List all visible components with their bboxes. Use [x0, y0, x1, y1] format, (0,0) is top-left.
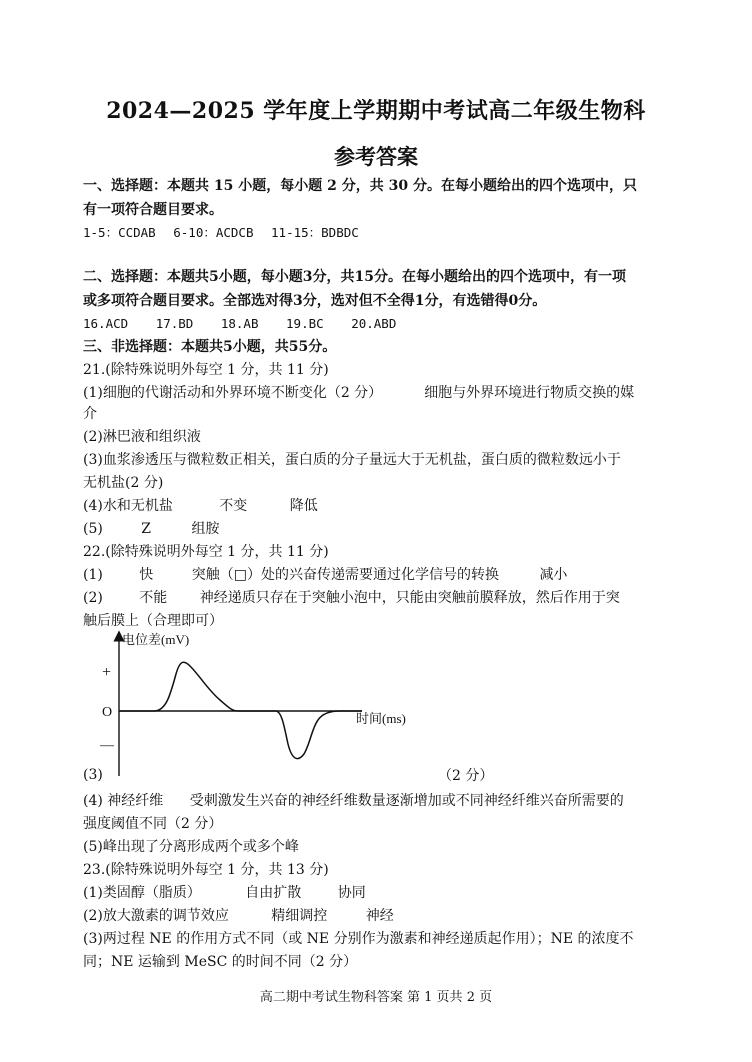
q21-5c: 组胺: [191, 521, 220, 537]
q22-1c: 突触（□）处的兴奋传递需要通过化学信号的转换: [191, 567, 499, 583]
q21-1a: (1)细胞的代谢活动和外界环境不断变化（2 分）: [83, 385, 383, 401]
section1-heading-line1: 一、选择题：本题共 15 小题，每小题 2 分，共 30 分。在每小题给出的四个选项中，只: [83, 178, 637, 194]
origin-label: O: [102, 705, 113, 720]
q22-1b: 快: [139, 567, 154, 583]
section2-answers: [83, 315, 396, 333]
section1-answers: [83, 224, 359, 242]
q21-answer-3-line1: (3)血浆渗透压与微粒数正相关，蛋白质的分子量远大于无机盐，蛋白质的微粒数远小于: [83, 452, 621, 468]
q22-2c: 神经递质只存在于突触小泡中，只能由突触前膜释放，然后作用于突: [199, 590, 620, 606]
answer-18: 18.AB: [220, 316, 259, 331]
q22-answer-3-score: （2 分）: [438, 768, 494, 784]
section2-heading-line2: 或多项符合题目要求。全部选对得3分，选对但不全得1分，有选错得0分。: [83, 293, 547, 309]
q22-header: 22.(除特殊说明外每空 1 分，共 11 分): [83, 544, 329, 560]
answer-16: 16.ACD: [83, 316, 129, 331]
page-subtitle: 参考答案: [334, 144, 418, 169]
q23-answer-1: [83, 884, 366, 902]
q22-answer-5: (5)峰出现了分离形成两个或多个峰: [83, 839, 299, 855]
y-axis-label: 电位差(mV): [122, 632, 190, 647]
q22-1a: (1): [83, 567, 103, 583]
q21-answer-5: [83, 520, 219, 538]
q22-answer-3: (3): [83, 767, 103, 783]
q23-1a: (1)类固醇（脂质）: [83, 885, 201, 901]
q21-answer-2: (2)淋巴液和组织液: [83, 429, 201, 445]
q21-4a: (4)水和无机盐: [83, 498, 173, 514]
section1-heading-line2: 有一项符合题目要求。: [83, 202, 223, 218]
q21-answer-3-line2: 无机盐(2 分): [83, 475, 164, 491]
q21-5b: Z: [141, 521, 152, 537]
q23-2c: 神经: [365, 908, 394, 924]
q21-header: 21.(除特殊说明外每空 1 分，共 11 分): [83, 362, 329, 378]
answer-group-11-15: 11-15：BDBDC: [271, 225, 359, 240]
q23-answer-2: [83, 907, 394, 925]
q21-answer-1-cont: 介: [83, 406, 97, 422]
q22-answer-4-line2: 强度阈值不同（2 分）: [83, 816, 223, 832]
page-footer: 高二期中考试生物科答案 第 1 页共 2 页: [259, 990, 493, 1005]
q22-answer-1: [83, 566, 567, 584]
q22-4b: 受刺激发生兴奋的神经纤维数量逐渐增加或不同神经纤维兴奋所需要的: [189, 793, 624, 809]
q22-answer-2-line2: 触后膜上（合理即可）: [83, 613, 223, 629]
q22-2a: (2): [83, 590, 103, 606]
plus-sign: +: [102, 664, 112, 681]
q21-answer-1: [83, 384, 634, 402]
q21-answer-4: [83, 497, 318, 515]
q23-header: 23.(除特殊说明外每空 1 分，共 13 分): [83, 862, 329, 878]
q22-answer-4-line1: [83, 792, 624, 810]
potential-graph: [80, 628, 440, 780]
q21-4c: 降低: [289, 498, 318, 514]
q23-answer-3-line2: 同；NE 运输到 MeSC 的时间不同（2 分）: [83, 954, 358, 970]
answer-20: 20.ABD: [351, 316, 397, 331]
q23-2b: 精细调控: [271, 908, 328, 924]
q23-1c: 协同: [337, 885, 366, 901]
page-title: 2024—2025 学年度上学期期中考试高二年级生物科: [106, 98, 646, 124]
q22-answer-2-line1: [83, 589, 620, 607]
q21-4b: 不变: [219, 498, 248, 514]
q23-2a: (2)放大激素的调节效应: [83, 908, 229, 924]
q23-1b: 自由扩散: [245, 885, 302, 901]
q22-2b: 不能: [139, 590, 168, 606]
minus-sign: —: [100, 738, 114, 753]
answer-group-1-5: 1-5：CCDAB: [83, 225, 156, 240]
q23-answer-3-line1: (3)两过程 NE 的作用方式不同（或 NE 分别作为激素和神经递质起作用）；NE 的浓度不: [83, 931, 634, 947]
answer-17: 17.BD: [155, 316, 194, 331]
q21-5a: (5): [83, 521, 103, 537]
answer-19: 19.BC: [286, 316, 324, 331]
x-axis-label: 时间(ms): [356, 711, 406, 726]
q22-1d: 减小: [539, 567, 568, 583]
answer-group-6-10: 6-10：ACDCB: [173, 225, 254, 240]
section3-heading: 三、非选择题：本题共5小题，共55分。: [83, 339, 337, 355]
section2-heading-line1: 二、选择题：本题共5小题，每小题3分，共15分。在每小题给出的四个选项中，有一项: [83, 269, 626, 285]
q22-4a: (4) 神经纤维: [83, 793, 164, 809]
q21-1b: 细胞与外界环境进行物质交换的媒: [424, 385, 635, 401]
